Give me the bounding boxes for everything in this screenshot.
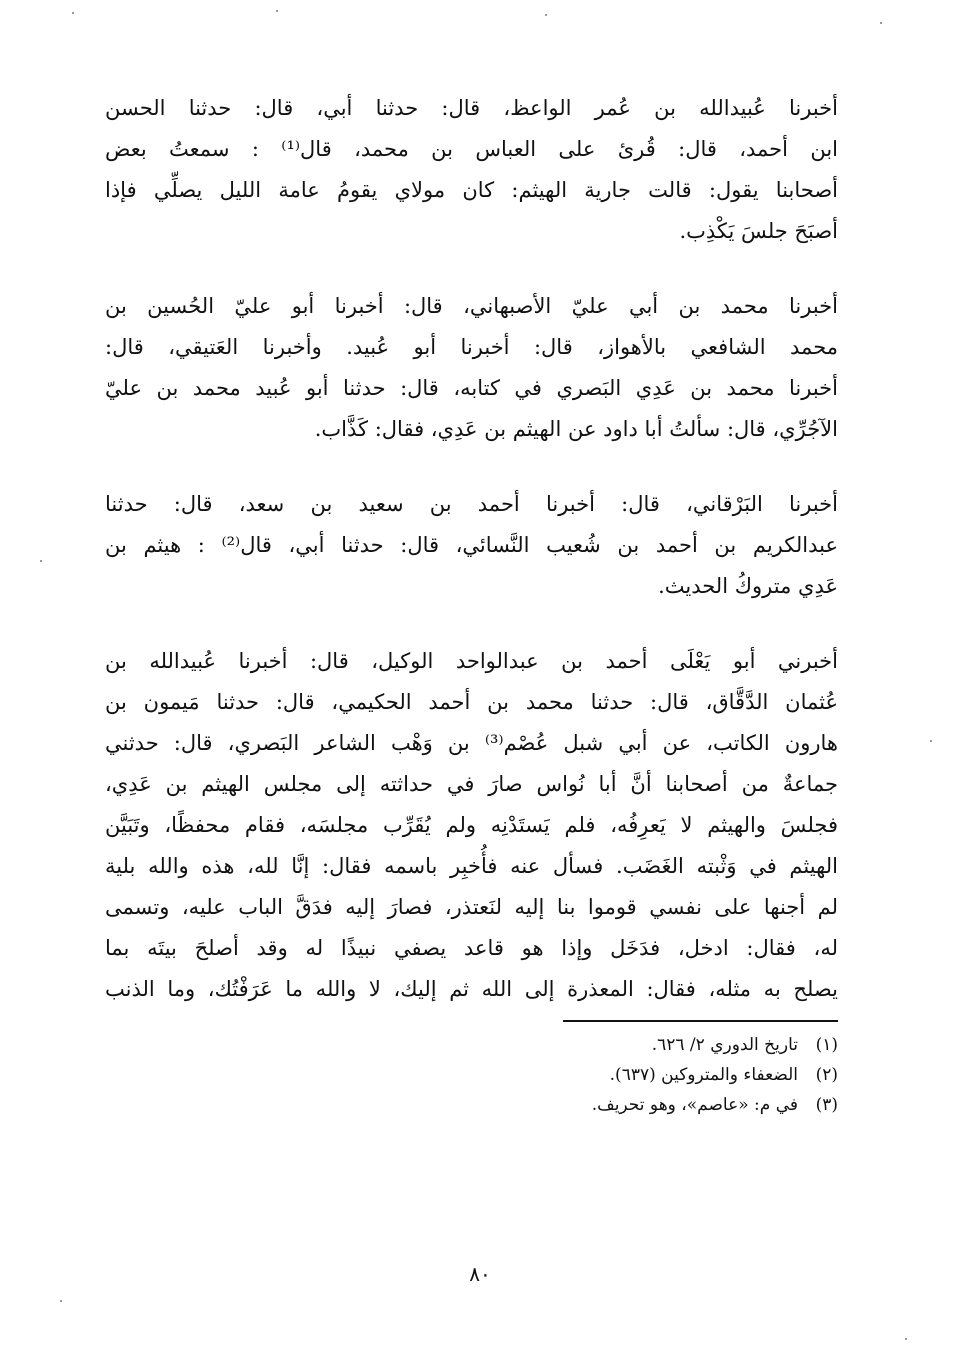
paragraph-gap <box>105 252 838 286</box>
footnote-number: (٣) <box>815 1095 838 1115</box>
footnote-number: (٢) <box>815 1065 838 1085</box>
scan-speck <box>40 560 42 562</box>
scan-speck <box>72 12 74 14</box>
text-line: أخبرنا عُبيدالله بن عُمر الواعظ، قال: حدثنا أبي، قال: حدثنا الحسن <box>105 96 838 120</box>
text-line: أخبرنا محمد بن عَدِي البَصري في كتابه، قال: حدثنا أبو عُبيد محمد بن عليّ <box>105 376 838 400</box>
text-line: أصحابنا يقول: قالت جارية الهيثم: كان مولاي يقومُ عامة الليل يصلِّي فإذا <box>105 178 838 202</box>
text-line: لم أجنها على نفسي قوموا بنا إليه لنَعتذر، فصارَ إليه فدَقَّ الباب عليه، وتسمى <box>105 895 838 919</box>
text-line: له، فقال: ادخل، فدَخَل وإذا هو قاعد يصفي نبيذًا له وقد أصلحَ بيتَه بما <box>105 936 838 960</box>
scan-speck <box>880 22 882 24</box>
footnote-text: تاريخ الدوري ٢/ ٦٢٦. <box>651 1035 798 1055</box>
text-line: فجلسَ والهيثم لا يَعرِفُه، فلم يَستَدْنِه ولم يُقَرِّب مجلسَه، فقام محفظًا، وتَبَيَّن <box>105 813 838 837</box>
paragraph <box>105 484 838 607</box>
text-line: الآجُرِّي، قال: سألتُ أبا داود عن الهيثم بن عَدِي، فقال: كَذَّاب. <box>314 417 838 441</box>
scan-speck <box>545 14 547 16</box>
footnote-text: الضعفاء والمتروكين (٦٣٧). <box>609 1065 798 1085</box>
main-text <box>105 88 838 1010</box>
text-line: عَدِي متروكُ الحديث. <box>658 574 838 598</box>
text-line: هارون الكاتب، عن أبي شبل عُصْم⁽³⁾ بن وَهْب الشاعر البَصري، قال: حدثني <box>105 731 838 755</box>
footnote-text: في م: «عاصم»، وهو تحريف. <box>591 1095 798 1115</box>
text-line: أخبرنا البَرْقاني، قال: أخبرنا أحمد بن سعيد بن سعد، قال: حدثنا <box>105 492 838 516</box>
text-line: أخبرني أبو يَعْلَى أحمد بن عبدالواحد الوكيل، قال: أخبرنا عُبيدالله بن <box>105 649 838 673</box>
paragraph <box>105 641 838 1010</box>
footnote-number: (١) <box>815 1035 838 1055</box>
text-line: عُثمان الدَّقَّاق، قال: حدثنا محمد بن أحمد الحكيمي، قال: حدثنا مَيمون بن <box>105 690 838 714</box>
paragraph-gap <box>105 450 838 484</box>
scan-speck <box>905 1338 907 1340</box>
text-line: يصلح به مثله، فقال: المعذرة إلى الله ثم إليك، لا والله ما عَرَفْتُك، وما الذنب <box>105 977 838 1001</box>
paragraph-gap <box>105 607 838 641</box>
text-line: الهيثم في وَثْبته الغَضَب. فسأل عنه فأُخبِر باسمه فقال: إنَّا لله، هذه والله بلية <box>105 854 838 878</box>
text-line: جماعةٌ من أصحابنا أنَّ أبا نُواس صارَ في حداثته إلى مجلس الهيثم بن عَدِي، <box>105 772 838 796</box>
scan-speck <box>60 1300 62 1302</box>
scan-speck <box>276 10 278 12</box>
paragraph <box>105 286 838 450</box>
text-line: أصبَحَ جلسَ يَكْذِب. <box>679 219 838 243</box>
text-line: أخبرنا محمد بن أبي عليّ الأصبهاني، قال: أخبرنا أبو عليّ الحُسين بن <box>105 294 838 318</box>
text-line: محمد الشافعي بالأهواز، قال: أخبرنا أبو عُبيد. وأخبرنا العَتيقي، قال: <box>105 335 838 359</box>
footnote <box>300 1090 838 1120</box>
text-line: عبدالكريم بن أحمد بن شُعيب النَّسائي، قال: حدثنا أبي، قال⁽²⁾ : هيثم بن <box>105 533 838 557</box>
footnote-separator <box>563 1020 838 1022</box>
paragraph <box>105 88 838 252</box>
page-number: ٨٠ <box>469 1262 491 1286</box>
footnotes <box>300 1030 838 1120</box>
scan-speck <box>930 740 932 742</box>
footnote <box>300 1060 838 1090</box>
text-line: ابن أحمد، قال: قُرئ على العباس بن محمد، قال⁽¹⁾ : سمعتُ بعض <box>105 137 838 161</box>
footnote <box>300 1030 838 1060</box>
